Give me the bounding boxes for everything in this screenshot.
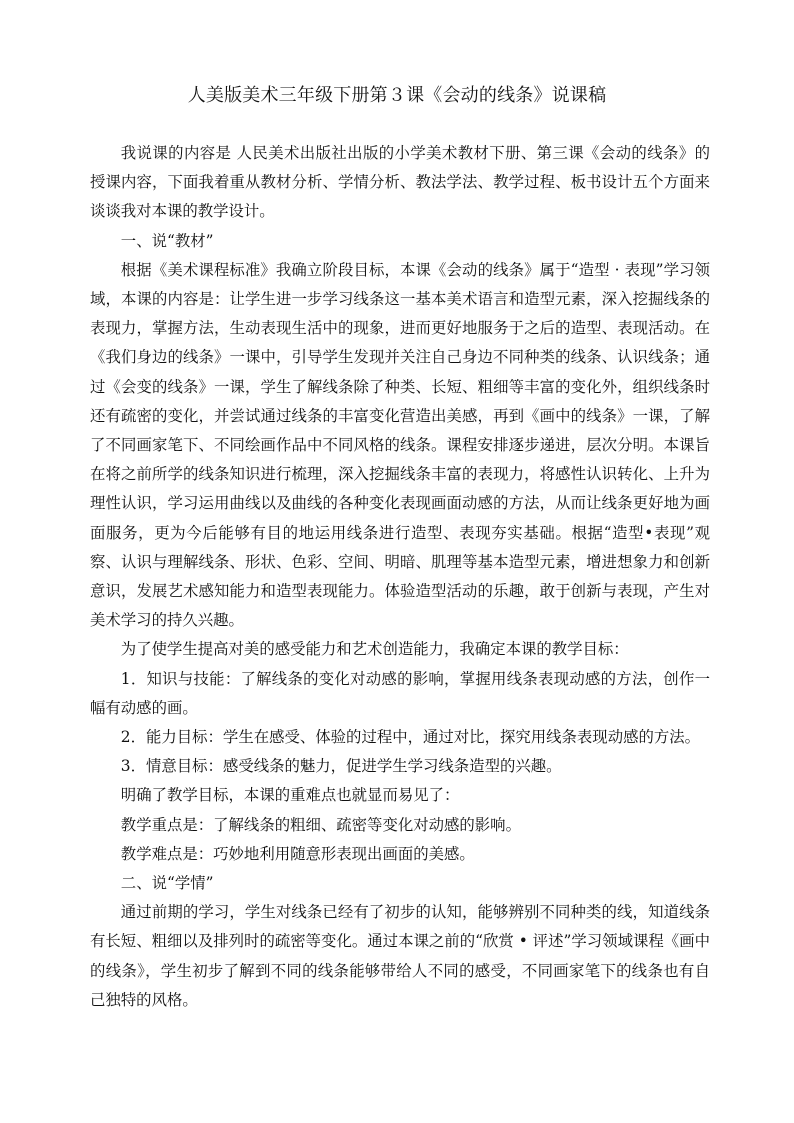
paragraph-key-point: 教学重点是：了解线条的粗细、疏密等变化对动感的影响。 <box>120 815 521 834</box>
paragraph-textbook-analysis: 根据《美术课程标准》我确立阶段目标，本课《会动的线条》属于“造型 · 表现”学习领域，本课的内容是：让学生进一步学习线条这一基本美术语言和造型元素，深入挖掘线条的表现力，掌握方法，生动表现生活中的现象，进而更好地服务于之后的造型、表现活动。在《我们身边的线条》一课中，引导学生发现并关注自己身边不同种类的线条、认识线条；通过《会变的线条》一课，学生了解线条除了种类、长短、粗细等丰富的变化外，组织线条时还有疏密的变化，并尝试通过线条的丰富变化营造出美感，再到《画中的线条》一课，了解了不同画家笔下、不同绘画作品中不同风格的线条。课程安排逐步递进，层次分明。本课旨在将之前所学的线条知识进行梳理，深入挖掘线条丰富的表现力，将感性认识转化、上升为理性认识，学习运用曲线以及曲线的各种变化表现画面动感的方法，从而让线条更好地为画面服务，更为今后能够有目的地运用线条进行造型、表现夯实基础。根据“造型•表现”观察、认识与理解线条、形状、色彩、空间、明暗、肌理等基本造型元素，增进想象力和创新意识，发展艺术感知能力和造型表现能力。体验造型活动的乐趣，敢于创新与表现，产生对美术学习的持久兴趣。 <box>90 260 710 630</box>
goal-emotion: 3．情意目标：感受线条的魅力，促进学生学习线条造型的兴趣。 <box>120 757 562 776</box>
paragraph-difficult-point: 教学难点是：巧妙地利用随意形表现出画面的美感。 <box>120 844 475 863</box>
goal-ability: 2．能力目标：学生在感受、体验的过程中，通过对比，探究用线条表现动感的方法。 <box>120 728 701 747</box>
paragraph-student-analysis: 通过前期的学习，学生对线条已经有了初步的认知，能够辨别不同种类的线，知道线条有长短、粗细以及排列时的疏密等变化。通过本课之前的“欣赏 • 评述”学习领域课程《画中的线条》，学生初步了解到不同的线条能够带给人不同的感受，不同画家笔下的线条也有自己独特的风格。 <box>90 903 710 1009</box>
section-heading-textbook: 一、说“教材” <box>120 231 214 250</box>
document-body <box>90 139 710 1015</box>
paragraph-goals-intro: 为了使学生提高对美的感受能力和艺术创造能力，我确定本课的教学目标： <box>120 640 629 659</box>
goal-knowledge-skills: 1．知识与技能：了解线条的变化对动感的影响，掌握用线条表现动感的方法，创作一幅有动感的画。 <box>90 669 710 717</box>
paragraph-key-points-intro: 明确了教学目标，本课的重难点也就显而易见了： <box>120 786 460 805</box>
section-heading-student-analysis: 二、说“学情” <box>120 874 214 893</box>
document-title: 人美版美术三年级下册第３课《会动的线条》说课稿 <box>187 85 607 106</box>
paragraph-intro: 我说课的内容是 人民美术出版社出版的小学美术教材下册、第三课《会动的线条》的授课内容，下面我着重从教材分析、学情分析、教法学法、教学过程、板书设计五个方面来谈谈我对本课的教学设计。 <box>90 144 710 221</box>
